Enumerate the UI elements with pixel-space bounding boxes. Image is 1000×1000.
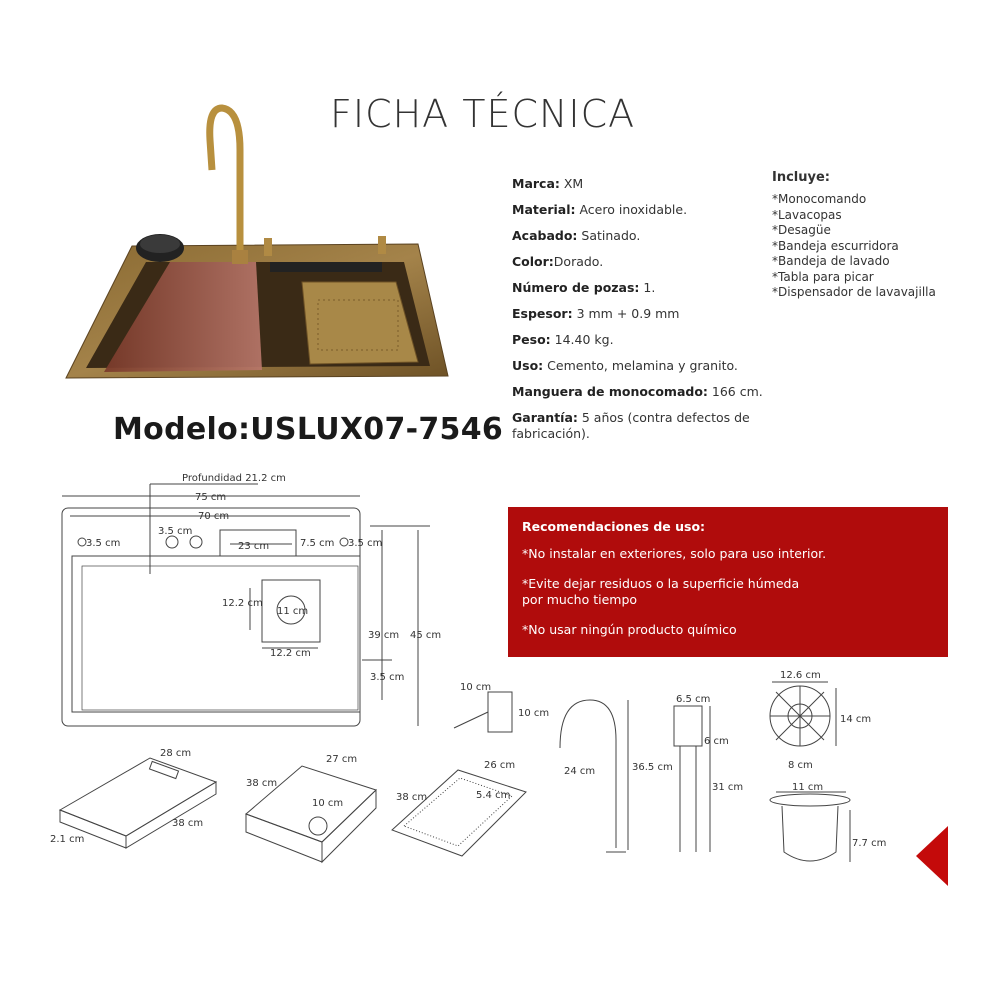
dim-label: 24 cm xyxy=(564,766,596,777)
dim-label: 38 cm xyxy=(396,792,428,803)
recommendations-box xyxy=(508,507,948,657)
dim-label: 6 cm xyxy=(704,736,729,747)
dim-label: 12.2 cm xyxy=(270,648,311,659)
list-item: *No instalar en exteriores, solo para uso interior. xyxy=(522,546,827,561)
dim-label: 5.4 cm xyxy=(476,790,511,801)
dim-label: 6.5 cm xyxy=(676,694,711,705)
sink-outline-top-view xyxy=(62,508,360,726)
list-item: *Bandeja escurridora xyxy=(772,238,899,253)
basket-drawing xyxy=(246,766,376,842)
sink-rim xyxy=(66,244,448,378)
dim-label: 70 cm xyxy=(198,511,230,522)
dim-label: 8 cm xyxy=(788,760,813,771)
dim-label: 12.2 cm xyxy=(222,598,263,609)
dim-label: 3.5 cm xyxy=(370,672,405,683)
dim-label: 36.5 cm xyxy=(632,762,673,773)
dim-label: 27 cm xyxy=(326,754,358,765)
dim-label: Profundidad 21.2 cm xyxy=(182,473,286,484)
list-item: *Bandeja de lavado xyxy=(772,254,890,268)
spec-row: Manguera de monocomado: 166 cm. xyxy=(512,384,763,399)
faucet-drawing xyxy=(560,700,616,848)
dim-label: 23 cm xyxy=(238,541,270,552)
faucet-photo xyxy=(210,108,240,260)
spec-row: Garantía: 5 años (contra defectos de fabricación). xyxy=(512,410,750,441)
rinser-drawing xyxy=(770,686,830,746)
includes-heading: Incluye: xyxy=(772,170,830,185)
dim-label: 10 cm xyxy=(312,798,344,809)
list-item: *Dispensador de lavavajilla xyxy=(772,285,936,299)
spec-row: Uso: Cemento, melamina y granito. xyxy=(512,358,738,373)
dim-label: 39 cm xyxy=(368,630,400,641)
list-item: *Monocomando xyxy=(772,192,867,206)
dim-label: 45 cm xyxy=(410,630,442,641)
dim-label: 75 cm xyxy=(195,492,227,503)
dim-label: 11 cm xyxy=(792,782,824,793)
spec-row: Material: Acero inoxidable. xyxy=(512,202,688,217)
drain-circle xyxy=(277,596,305,624)
dim-label: 38 cm xyxy=(172,818,204,829)
basket-photo xyxy=(302,282,418,364)
spec-row: Peso: 14.40 kg. xyxy=(512,332,614,347)
dim-label: 14 cm xyxy=(840,714,872,725)
dim-label: 7.5 cm xyxy=(300,538,335,549)
cutting-board-drawing xyxy=(60,758,216,836)
cup-rinser-drawing xyxy=(674,706,702,746)
spec-list xyxy=(512,176,802,452)
soap-dispenser-drawing xyxy=(488,692,512,732)
model-number: Modelo:USLUX07-7546 xyxy=(113,412,504,447)
list-item: *Evite dejar residuos o la superficie húmeda por mucho tiempo xyxy=(522,576,800,607)
cutting-board-photo xyxy=(104,262,262,372)
dim-label: 3.5 cm xyxy=(348,538,383,549)
list-item: *Tabla para picar xyxy=(772,269,874,284)
spec-row: Número de pozas: 1. xyxy=(512,280,656,295)
includes-list xyxy=(772,170,972,301)
list-item: *No usar ningún producto químico xyxy=(522,622,737,637)
dim-label: 31 cm xyxy=(712,782,744,793)
dim-label: 11 cm xyxy=(277,606,309,617)
tray-drawing xyxy=(392,770,526,856)
spec-row: Espesor: 3 mm + 0.9 mm xyxy=(512,306,680,321)
spec-row: Acabado: Satinado. xyxy=(512,228,641,243)
sink-basin xyxy=(86,262,430,368)
spec-row: Color:Dorado. xyxy=(512,254,604,269)
list-item: *Desagüe xyxy=(772,223,831,237)
dim-label: 2.1 cm xyxy=(50,834,85,845)
dim-label: 10 cm xyxy=(518,708,550,719)
dim-label: 28 cm xyxy=(160,748,192,759)
list-item: *Lavacopas xyxy=(772,207,842,222)
dim-label: 3.5 cm xyxy=(158,526,193,537)
page-title: FICHA TÉCNICA xyxy=(330,92,636,136)
drain-drawing xyxy=(770,794,850,806)
dim-label: 38 cm xyxy=(246,778,278,789)
dim-label: 26 cm xyxy=(484,760,516,771)
spec-row: Marca: XM xyxy=(512,176,584,191)
dim-label: 7.7 cm xyxy=(852,838,887,849)
dim-label: 10 cm xyxy=(460,682,492,693)
recommendations-heading: Recomendaciones de uso: xyxy=(522,519,706,534)
dim-label: 3.5 cm xyxy=(86,538,121,549)
dim-label: 12.6 cm xyxy=(780,670,821,681)
